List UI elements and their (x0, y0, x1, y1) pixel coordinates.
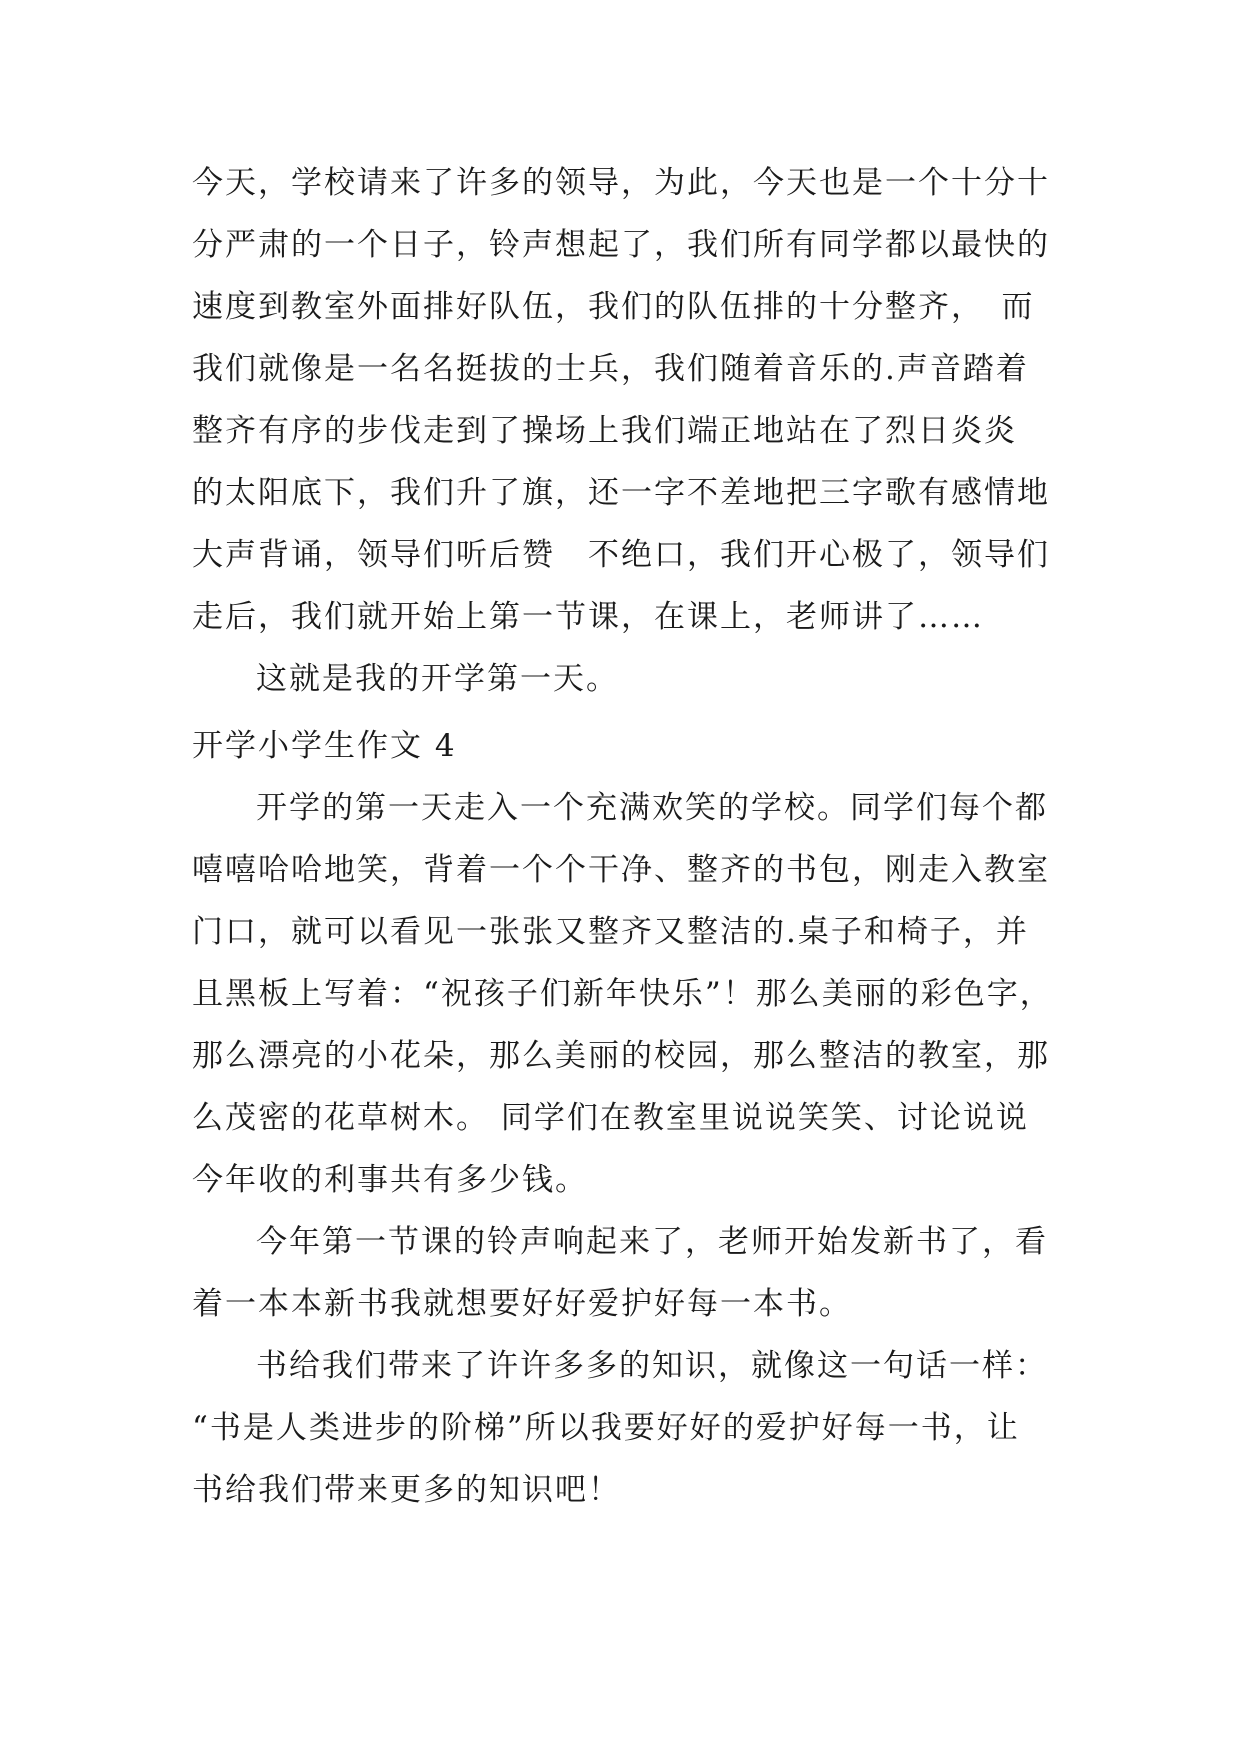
text-line: 开学的第一天走入一个充满欢笑的学校。同学们每个都 (256, 790, 1048, 826)
text-line: 且黑板上写着：“祝孩子们新年快乐”！那么美丽的彩色字， (192, 976, 1053, 1012)
text-line: 嘻嘻哈哈地笑，背着一个个干净、整齐的书包，刚走入教室 (192, 852, 1050, 888)
text-line: 大声背诵，领导们听后赞 不绝口，我们开心极了，领导们 (192, 537, 1050, 573)
text-line: 这就是我的开学第一天。 (256, 661, 619, 697)
text-line: 我们就像是一名名挺拔的士兵，我们随着音乐的.声音踏着 (192, 351, 1029, 387)
text-line: 整齐有序的步伐走到了操场上我们端正地站在了烈日炎炎 (192, 413, 1017, 449)
text-line: “书是人类进步的阶梯”所以我要好好的爱护好每一书，让 (192, 1410, 1020, 1446)
text-line: 门口，就可以看见一张张又整齐又整洁的.桌子和椅子，并 (192, 914, 1029, 950)
paragraph (192, 1211, 1052, 1335)
paragraph (192, 777, 1052, 1211)
text-line: 分严肃的一个日子，铃声想起了，我们所有同学都以最快的 (192, 227, 1050, 263)
essay-section-2 (192, 715, 1052, 1521)
text-line: 今年收的利事共有多少钱。 (192, 1162, 588, 1198)
text-line: 书给我们带来更多的知识吧！ (192, 1472, 621, 1508)
text-line: 走后，我们就开始上第一节课，在课上，老师讲了…… (192, 599, 984, 635)
paragraph (192, 1335, 1052, 1521)
text-line: 速度到教室外面排好队伍，我们的队伍排的十分整齐， 而 (192, 289, 1035, 325)
essay-section-1 (192, 152, 1052, 710)
essay-title: 开学小学生作文 4 (192, 728, 457, 764)
text-line: 的太阳底下，我们升了旗，还一字不差地把三字歌有感情地 (192, 475, 1050, 511)
text-line: 那么漂亮的小花朵，那么美丽的校园，那么整洁的教室，那 (192, 1038, 1050, 1074)
text-line: 么茂密的花草树木。 同学们在教室里说说笑笑、讨论说说 (192, 1100, 1029, 1136)
text-line: 着一本本新书我就想要好好爱护好每一本书。 (192, 1286, 852, 1322)
text-line: 书给我们带来了许许多多的知识，就像这一句话一样： (256, 1348, 1048, 1384)
paragraph (192, 648, 1052, 710)
text-line: 今天，学校请来了许多的领导，为此，今天也是一个十分十 (192, 165, 1050, 201)
paragraph (192, 152, 1052, 648)
text-line: 今年第一节课的铃声响起来了，老师开始发新书了，看 (256, 1224, 1048, 1260)
